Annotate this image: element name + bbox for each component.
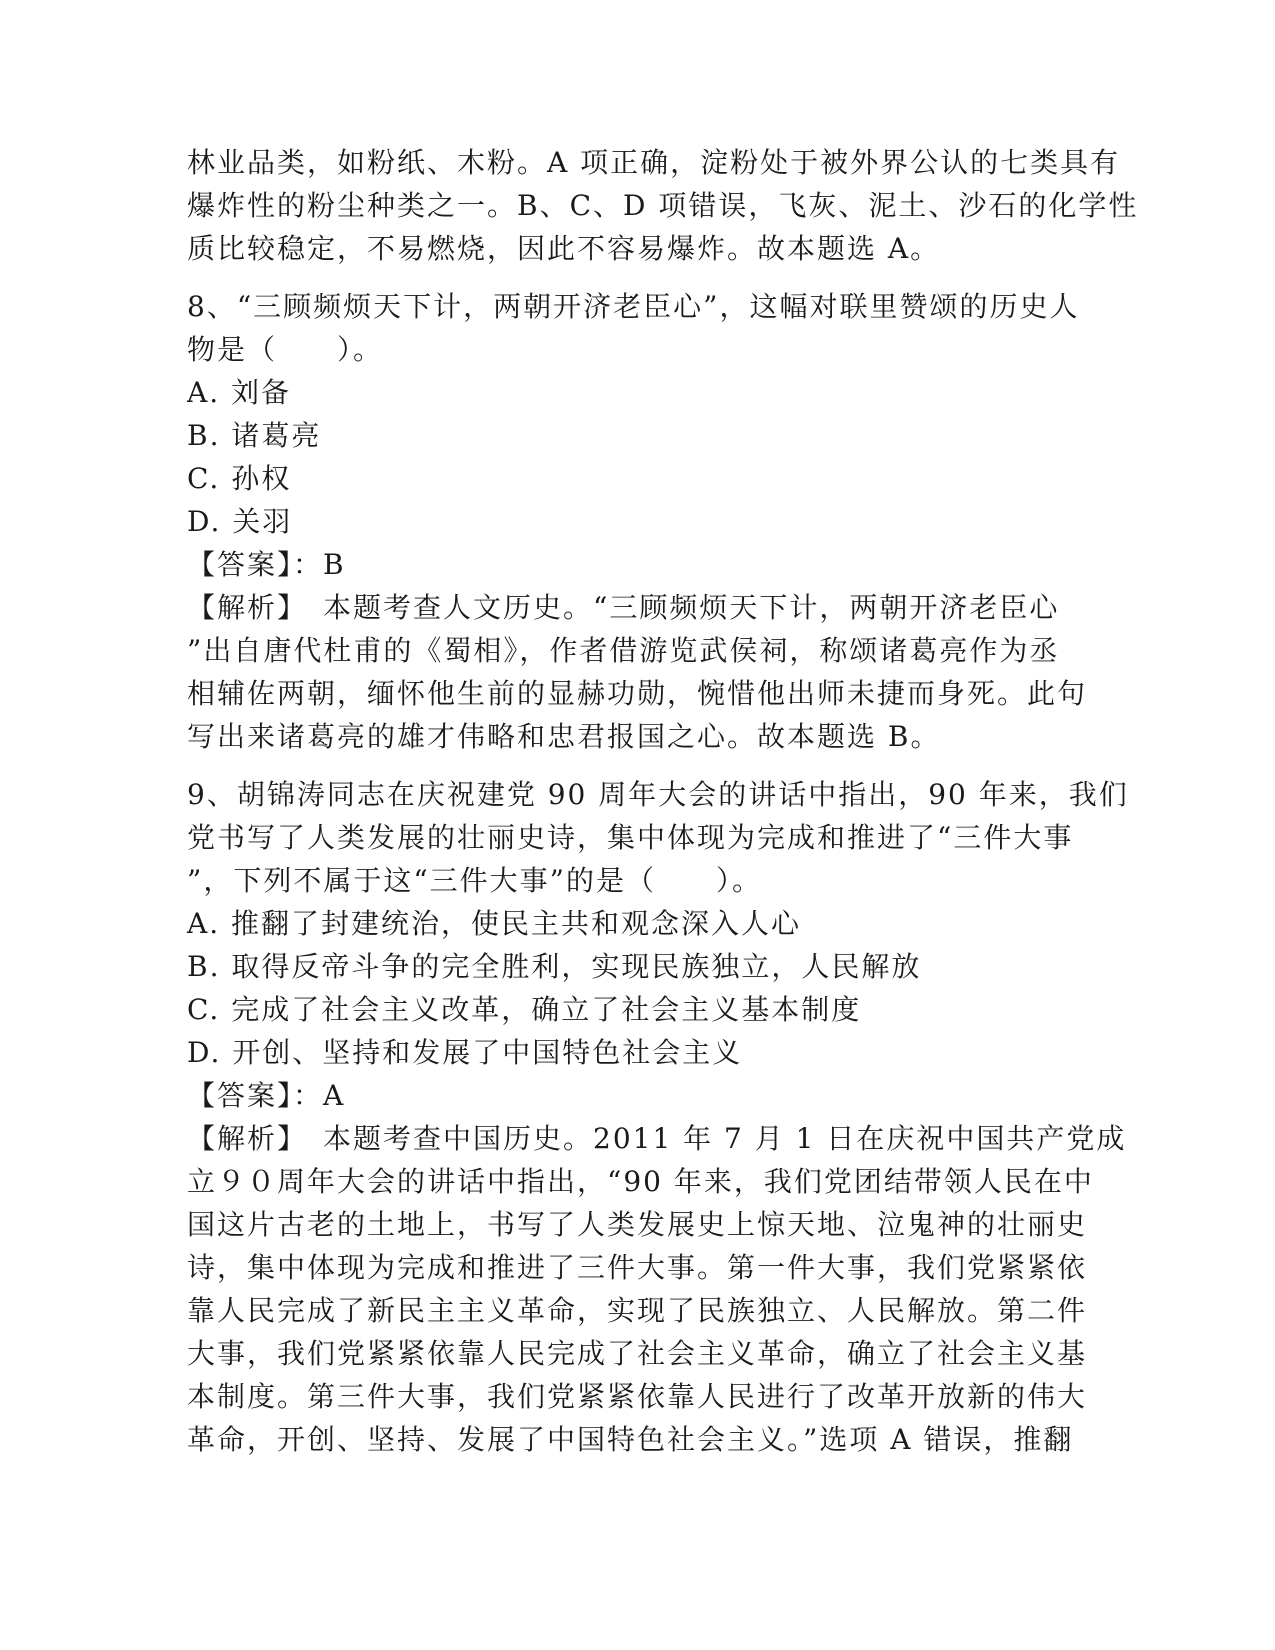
answer-line xyxy=(187,1074,1087,1117)
option-a: A. 推翻了封建统治，使民主共和观念深入人心 xyxy=(187,907,802,940)
option-a: A. 刘备 xyxy=(187,376,292,409)
text-line: 林业品类，如粉纸、木粉。A 项正确，淀粉处于被外界公认的七类具有 xyxy=(187,146,1121,179)
analysis-line: 立９０周年大会的讲话中指出，“90 年来，我们党团结带领人民在中 xyxy=(187,1165,1094,1198)
analysis-line: 本制度。第三件大事，我们党紧紧依靠人民进行了改革开放新的伟大 xyxy=(187,1380,1088,1413)
paragraph-gap xyxy=(187,758,1087,773)
answer-value: A xyxy=(323,1079,346,1112)
question-stem-line: 9、胡锦涛同志在庆祝建党 90 周年大会的讲话中指出，90 年来，我们 xyxy=(187,778,1129,811)
question-stem-line: 8、“三顾频烦天下计，两朝开济老臣心”，这幅对联里赞颂的历史人 xyxy=(187,290,1080,323)
answer-label: 【答案】： xyxy=(187,548,324,581)
text-line: 质比较稳定，不易燃烧，因此不容易爆炸。故本题选 A。 xyxy=(187,232,941,265)
paragraph-gap xyxy=(187,270,1087,285)
option-b: B. 取得反帝斗争的完全胜利，实现民族独立，人民解放 xyxy=(187,950,922,983)
text-line: 爆炸性的粉尘种类之一。B、C、D 项错误，飞灰、泥土、沙石的化学性 xyxy=(187,189,1139,222)
option-d: D. 开创、坚持和发展了中国特色社会主义 xyxy=(187,1036,743,1069)
option-c: C. 孙权 xyxy=(187,462,292,495)
question-stem-line: 物是（ ）。 xyxy=(187,333,384,366)
answer-label: 【答案】： xyxy=(187,1079,324,1112)
answer-value: B xyxy=(323,548,346,581)
option-d: D. 关羽 xyxy=(187,505,293,538)
analysis-line: 大事，我们党紧紧依靠人民完成了社会主义革命，确立了社会主义基 xyxy=(187,1337,1088,1370)
analysis-line: 【解析】 本题考查人文历史。“三顾频烦天下计，两朝开济老臣心 xyxy=(187,591,1060,624)
analysis-line: 相辅佐两朝，缅怀他生前的显赫功勋，惋惜他出师未捷而身死。此句 xyxy=(187,677,1088,710)
question-8 xyxy=(187,285,1087,758)
option-c: C. 完成了社会主义改革，确立了社会主义基本制度 xyxy=(187,993,862,1026)
analysis-line: 靠人民完成了新民主主义革命，实现了民族独立、人民解放。第二件 xyxy=(187,1294,1088,1327)
analysis-line: 诗，集中体现为完成和推进了三件大事。第一件大事，我们党紧紧依 xyxy=(187,1251,1088,1284)
question-stem-line: 党书写了人类发展的壮丽史诗，集中体现为完成和推进了“三件大事 xyxy=(187,821,1074,854)
analysis-line: 国这片古老的土地上，书写了人类发展史上惊天地、泣鬼神的壮丽史 xyxy=(187,1208,1088,1241)
analysis-line: 革命，开创、坚持、发展了中国特色社会主义。”选项 A 错误，推翻 xyxy=(187,1423,1074,1456)
analysis-line: 【解析】 本题考查中国历史。2011 年 7 月 1 日在庆祝中国共产党成 xyxy=(187,1122,1127,1155)
previous-analysis-tail xyxy=(187,141,1139,270)
answer-line xyxy=(187,543,1087,586)
option-b: B. 诸葛亮 xyxy=(187,419,322,452)
analysis-line: ”出自唐代杜甫的《蜀相》，作者借游览武侯祠，称颂诸葛亮作为丞 xyxy=(187,634,1060,667)
question-9 xyxy=(187,773,1129,1461)
analysis-line: 写出来诸葛亮的雄才伟略和忠君报国之心。故本题选 B。 xyxy=(187,720,941,753)
page-content xyxy=(187,141,1139,1461)
question-stem-line: ”，下列不属于这“三件大事”的是（ ）。 xyxy=(187,864,762,897)
